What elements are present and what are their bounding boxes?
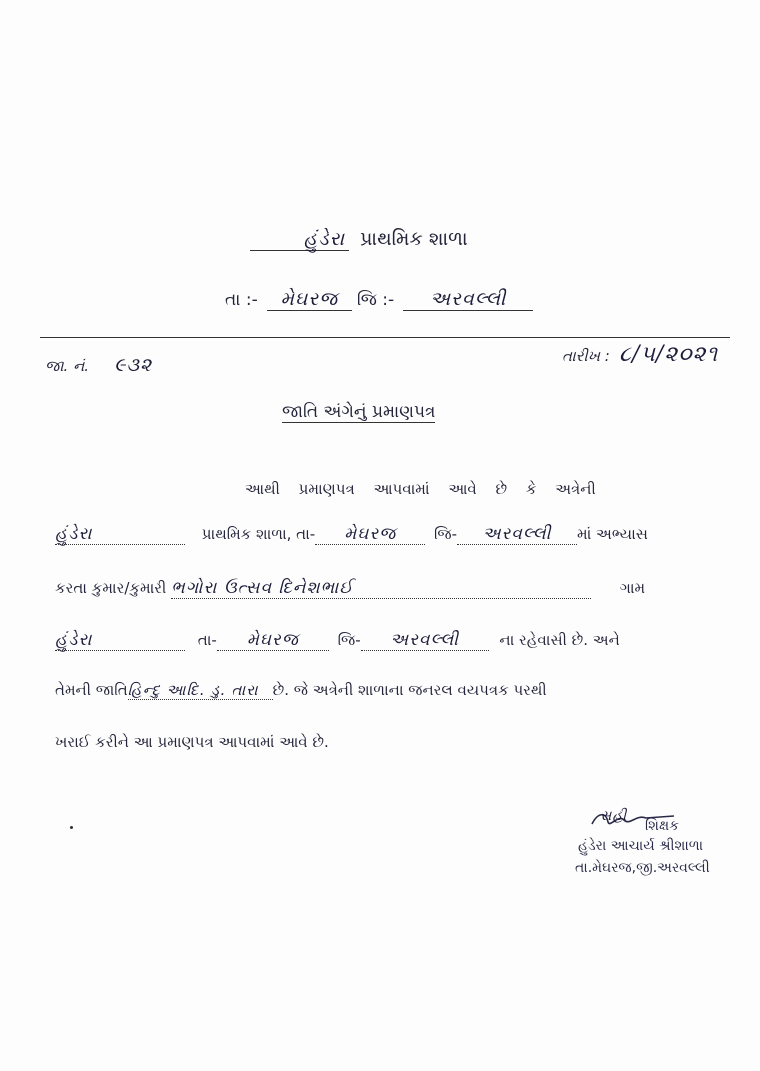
district-prefix: જિ :-: [356, 290, 395, 310]
line4-text-a: તા-: [197, 631, 217, 649]
line2-taluka: મેઘરજ: [315, 524, 425, 545]
line2-text-b: જિ-: [434, 525, 457, 543]
line3-text-b: ગામ: [619, 579, 646, 597]
line5-text-a: તેમની જાતિ: [55, 681, 128, 699]
body-line-4: [55, 630, 620, 651]
line4-taluka: મેઘરજ: [217, 630, 329, 651]
date-label: તારીખ :: [562, 347, 610, 365]
body-line-5: [55, 681, 547, 700]
title-text: જાતિ અંગેનું પ્રમાણપત્ર: [282, 402, 436, 422]
line2-text-a: પ્રાથમિક શાળા, તા-: [201, 525, 316, 543]
body-line-6: ખરાઈ કરીને આ પ્રમાણપત્ર આપવામાં આવે છે.: [55, 733, 329, 751]
scan-speck: [70, 826, 73, 829]
stamp-line-2: તા.મેઘરજ,જી.અરવલ્લી: [575, 860, 710, 876]
line2-school: હુંડેરા: [55, 524, 185, 545]
number-value: ૯૩૨: [114, 354, 153, 376]
taluka-prefix: તા :-: [225, 290, 258, 310]
line4-text-b: જિ-: [337, 631, 361, 649]
certificate-title: [282, 402, 435, 423]
line4-village: હુંડેરા: [55, 630, 185, 651]
line3-student-name: ભગોરા ઉત્સવ દિનેશભાઈ: [171, 578, 591, 599]
date-value: ૮/૫/૨૦૨૧: [618, 342, 719, 367]
signature-text: સહી: [600, 808, 628, 824]
body-line-1: આથી પ્રમાણપત્ર આપવામાં આવે છે કે અત્રેની: [245, 480, 596, 498]
taluka-district-heading: [225, 288, 533, 311]
line4-text-c: ના રહેવાસી છે. અને: [499, 631, 620, 649]
number-label: જા. નં.: [45, 357, 90, 375]
school-name-handwritten: હુંડેરા: [250, 228, 349, 251]
school-heading: [250, 228, 468, 251]
body-line-2: [55, 524, 648, 545]
header-rule: [40, 337, 730, 338]
school-label: પ્રાથમિક શાળા: [360, 228, 468, 250]
line2-district: અરવલ્લી: [457, 524, 577, 545]
district-handwritten: અરવલ્લી: [403, 288, 533, 311]
line4-district: અરવલ્લી: [361, 630, 489, 651]
date-field: [562, 342, 718, 367]
stamp-line-1: હુંડેરા આચાર્ય શ્રીશાળા: [578, 838, 704, 854]
body-line-3: [55, 578, 645, 599]
taluka-handwritten: મેઘરજ: [267, 288, 352, 311]
number-field: [45, 354, 152, 376]
line5-text-b: છે. જે અત્રેની શાળાના જનરલ વયપત્રક પરથી: [272, 681, 547, 699]
line5-caste: હિન્દુ આદિ. ડુ. તારા: [128, 681, 273, 700]
line3-text-a: કરતા કુમાર/કુમારી: [55, 579, 167, 597]
stamp-line-top: શિક્ષક: [645, 818, 680, 834]
line2-text-c: માં અભ્યાસ: [577, 525, 648, 543]
